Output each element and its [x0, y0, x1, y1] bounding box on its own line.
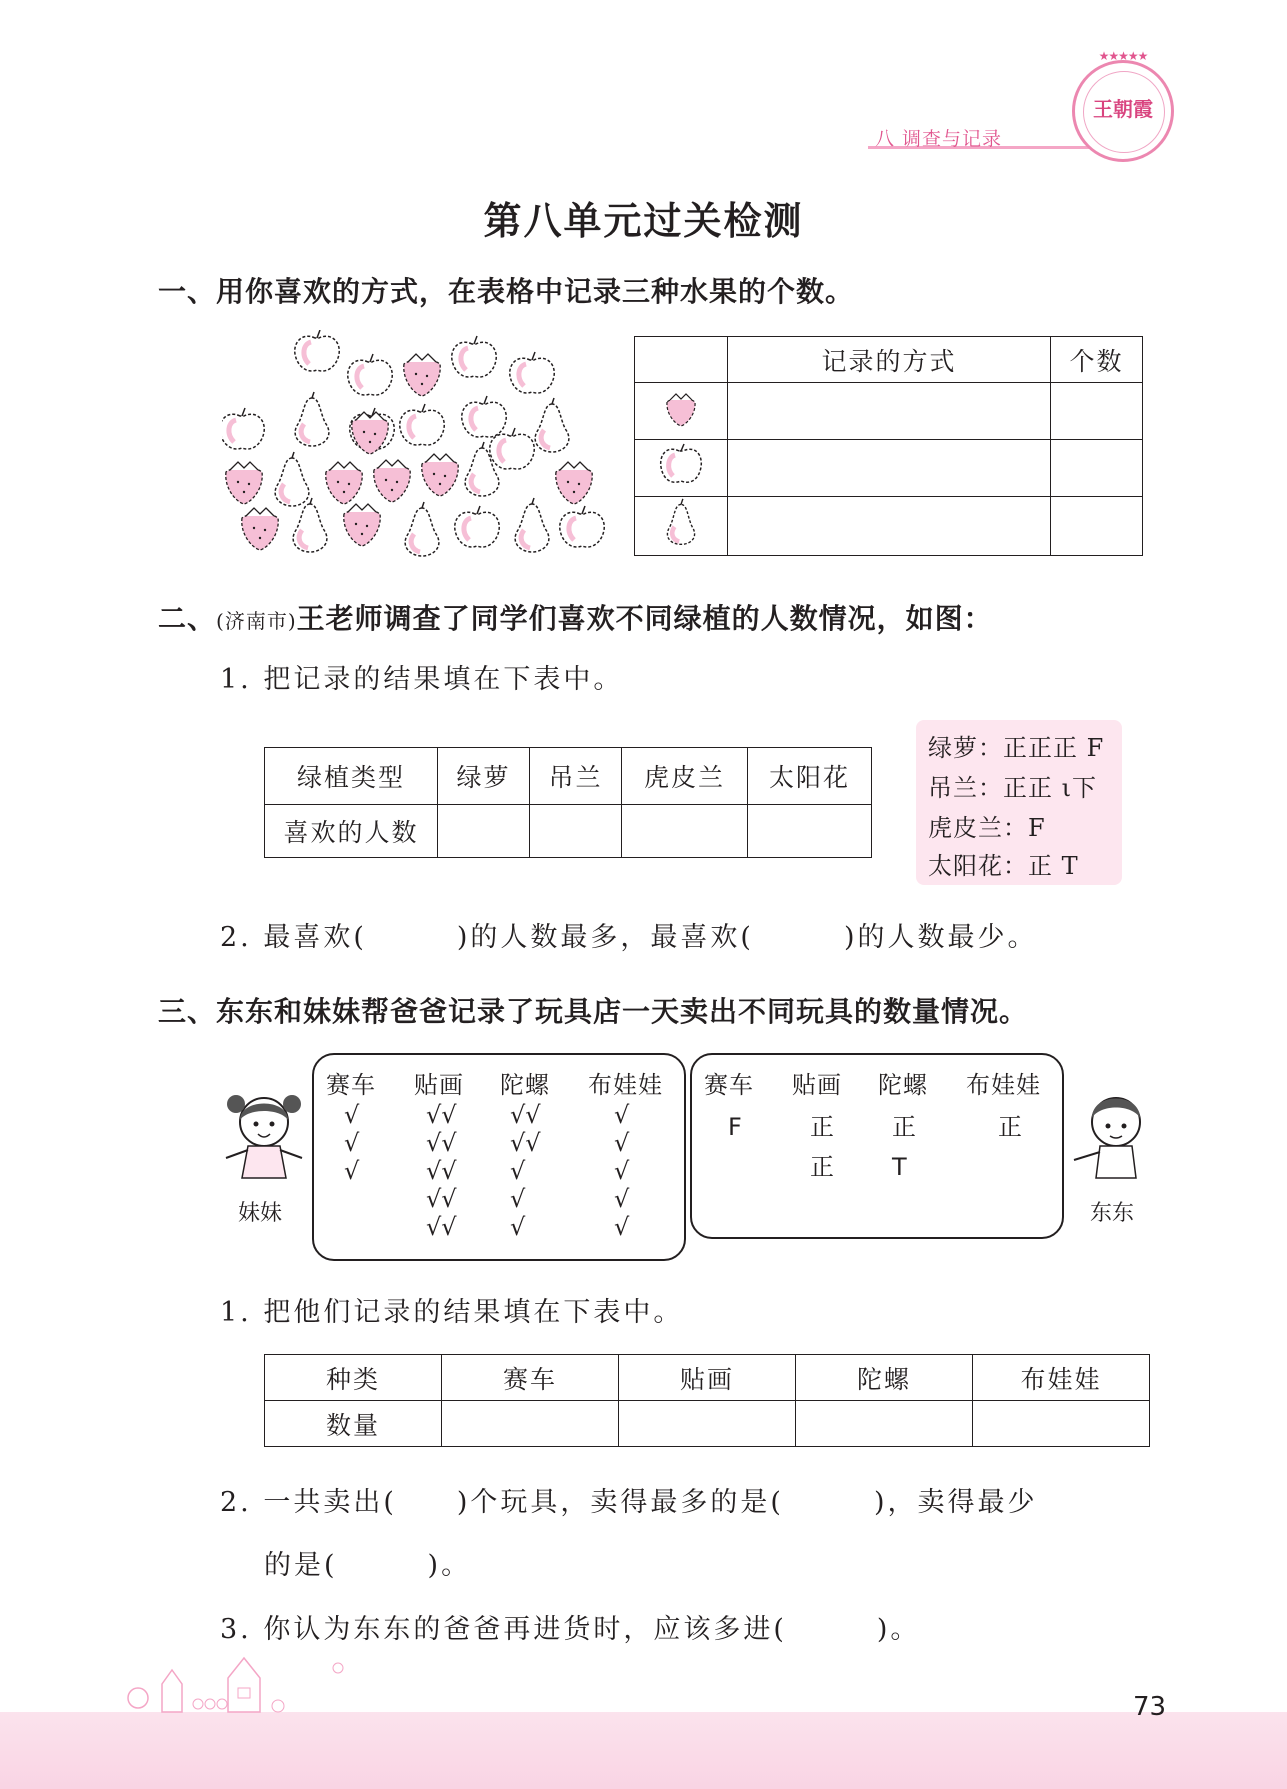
toy-table-header-kind: 种类 — [265, 1355, 442, 1401]
section3-question1: 1. 把他们记录的结果填在下表中。 — [220, 1297, 684, 1328]
toy-count-cell-stickers[interactable] — [619, 1401, 796, 1447]
footer-band — [0, 1712, 1287, 1789]
toy-count-cell-tops[interactable] — [796, 1401, 973, 1447]
fruit-illustration — [222, 330, 617, 560]
tally-record-box — [916, 720, 1122, 885]
brother-figure — [1066, 1082, 1156, 1182]
toy-table-row-label: 数量 — [265, 1401, 442, 1447]
plant-table-header-pothos: 绿萝 — [438, 748, 530, 805]
plant-count-cell-pothos[interactable] — [438, 805, 530, 858]
fruit-method-cell-apple[interactable] — [728, 440, 1051, 497]
brother-col-stickers: 贴画 — [792, 1071, 842, 1099]
plant-table — [264, 747, 872, 858]
fruit-count-cell-pear[interactable] — [1051, 497, 1143, 556]
toy-table — [264, 1354, 1150, 1447]
fruit-row-pear — [635, 497, 728, 556]
toy-count-cell-racecar[interactable] — [442, 1401, 619, 1447]
plant-count-cell-portulaca[interactable] — [748, 805, 872, 858]
sister-record-box — [312, 1053, 686, 1261]
section3-question3: 3. 你认为东东的爸爸再进货时，应该多进( )。 — [220, 1614, 921, 1645]
plant-table-header-type: 绿植类型 — [265, 748, 438, 805]
plant-table-header-snake-plant: 虎皮兰 — [622, 748, 748, 805]
fruit-table-header-method: 记录的方式 — [728, 337, 1051, 383]
brother-record-box — [690, 1053, 1064, 1239]
fruit-table-corner — [635, 337, 728, 383]
fruit-row-strawberry — [635, 383, 728, 440]
brother-col-tops: 陀螺 — [878, 1071, 928, 1099]
brother-marks-dolls: 正 — [998, 1113, 1022, 1141]
pear-icon — [661, 497, 701, 549]
brother-label: 东东 — [1090, 1201, 1135, 1226]
section3-question2-line1: 2. 一共卖出( )个玩具，卖得最多的是( )，卖得最少 — [220, 1487, 1038, 1518]
plant-table-header-portulaca: 太阳花 — [748, 748, 872, 805]
fruit-record-table — [634, 336, 1143, 556]
sister-label: 妹妹 — [238, 1201, 283, 1226]
unit-label: 八 调查与记录 — [875, 128, 1003, 150]
sister-marks-dolls: √ √ √ √ √ — [614, 1101, 630, 1241]
fruit-row-apple — [635, 440, 728, 497]
section2-number: 二、 — [158, 602, 217, 635]
sister-col-dolls: 布娃娃 — [588, 1071, 663, 1099]
section2-heading — [158, 597, 993, 637]
sister-marks-tops: √√ √√ √ √ √ — [510, 1101, 541, 1241]
toy-table-header-dolls: 布娃娃 — [973, 1355, 1150, 1401]
fruit-count-cell-strawberry[interactable] — [1051, 383, 1143, 440]
publisher-logo — [1072, 49, 1174, 162]
fruit-method-cell-pear[interactable] — [728, 497, 1051, 556]
section1-heading: 一、用你喜欢的方式，在表格中记录三种水果的个数。 — [158, 275, 855, 308]
plant-count-cell-snake-plant[interactable] — [622, 805, 748, 858]
plant-table-row-label: 喜欢的人数 — [265, 805, 438, 858]
brother-marks-racecar: F — [728, 1113, 742, 1141]
tally-pothos: 绿萝：正正正 F — [928, 734, 1105, 762]
castle-decoration — [118, 1648, 418, 1718]
section2-question2: 2. 最喜欢( )的人数最多，最喜欢( )的人数最少。 — [220, 922, 1038, 953]
toy-table-header-racecar: 赛车 — [442, 1355, 619, 1401]
toy-table-header-tops: 陀螺 — [796, 1355, 973, 1401]
brother-marks-stickers: 正 正 — [810, 1113, 834, 1181]
strawberry-icon — [659, 386, 703, 430]
toy-table-header-stickers: 贴画 — [619, 1355, 796, 1401]
plant-table-header-spider-plant: 吊兰 — [530, 748, 622, 805]
brother-col-dolls: 布娃娃 — [966, 1071, 1041, 1099]
section2-question1: 1. 把记录的结果填在下表中。 — [220, 664, 624, 695]
toy-count-cell-dolls[interactable] — [973, 1401, 1150, 1447]
brother-marks-tops: 正 T — [892, 1113, 916, 1181]
sister-figure — [222, 1082, 306, 1182]
tally-snake-plant: 虎皮兰：F — [928, 814, 1046, 842]
sister-marks-racecar: √ √ √ — [344, 1101, 360, 1185]
logo-text: 王朝霞 — [1093, 97, 1153, 121]
sister-marks-stickers: √√ √√ √√ √√ √√ — [426, 1101, 457, 1241]
sister-col-stickers: 贴画 — [414, 1071, 464, 1099]
page-title: 第八单元过关检测 — [483, 199, 804, 243]
section2-source: (济南市) — [216, 609, 297, 633]
page-number: 73 — [1133, 1692, 1167, 1722]
fruit-count-cell-apple[interactable] — [1051, 440, 1143, 497]
tally-spider-plant: 吊兰：正正 ι下 — [928, 774, 1098, 802]
fruit-table-header-count: 个数 — [1051, 337, 1143, 383]
sister-col-racecar: 赛车 — [326, 1071, 376, 1099]
tally-portulaca: 太阳花：正 T — [928, 852, 1079, 880]
plant-count-cell-spider-plant[interactable] — [530, 805, 622, 858]
logo-stars: ★★★★★ — [1098, 49, 1148, 63]
section3-heading: 三、东东和妹妹帮爸爸记录了玩具店一天卖出不同玩具的数量情况。 — [158, 995, 1029, 1028]
apple-icon — [657, 441, 705, 489]
fruit-method-cell-strawberry[interactable] — [728, 383, 1051, 440]
section3-question2-line2: 的是( )。 — [264, 1550, 472, 1581]
sister-col-tops: 陀螺 — [500, 1071, 550, 1099]
brother-col-racecar: 赛车 — [704, 1071, 754, 1099]
section2-heading-text: 王老师调查了同学们喜欢不同绿植的人数情况，如图： — [296, 602, 993, 635]
